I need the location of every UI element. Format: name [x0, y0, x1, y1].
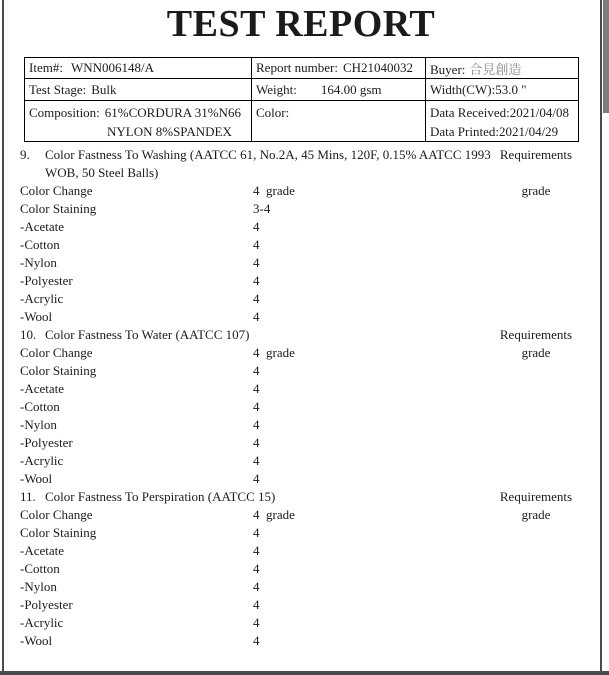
result-row	[0, 290, 609, 308]
buyer-value: 合見創造	[469, 61, 522, 77]
result-requirement: grade	[521, 507, 551, 522]
header-row-1	[25, 58, 579, 79]
result-label: -Nylon	[20, 417, 57, 432]
result-row	[0, 434, 609, 452]
composition-label: Composition:	[29, 105, 100, 120]
result-row	[0, 632, 609, 650]
result-value: 4	[253, 399, 260, 414]
result-label: -Polyester	[20, 273, 73, 288]
result-value: 4	[253, 471, 260, 486]
section-title: Color Fastness To Washing (AATCC 61, No.2A, 45 Mins, 120F, 0.15% AATCC 1993 WOB, 50 Steel Balls)	[45, 147, 491, 180]
dates-cell	[426, 101, 579, 142]
result-row	[0, 218, 609, 236]
result-label: Color Change	[20, 507, 93, 522]
result-row	[0, 506, 609, 524]
result-label: Color Change	[20, 345, 93, 360]
section-number: 10.	[20, 327, 37, 342]
result-value: 4	[253, 291, 260, 306]
result-requirement: grade	[521, 183, 551, 198]
result-row	[0, 416, 609, 434]
item-value: WNN006148/A	[70, 60, 154, 75]
result-row	[0, 362, 609, 380]
result-value: 3-4	[253, 201, 271, 216]
result-value: 4	[253, 597, 260, 612]
result-value: 4	[253, 633, 260, 648]
section-number: 11.	[20, 489, 36, 504]
test-section	[0, 488, 609, 650]
result-value: 4 grade	[253, 183, 295, 198]
result-value: 4 grade	[253, 345, 295, 360]
composition-line1	[29, 103, 251, 122]
header-row-2	[25, 79, 579, 101]
result-label: -Cotton	[20, 561, 60, 576]
result-row	[0, 272, 609, 290]
test-stage-label: Test Stage:	[29, 81, 87, 97]
result-value: 4	[253, 417, 260, 432]
header-row-3	[25, 101, 579, 142]
result-value: 4	[253, 579, 260, 594]
result-value: 4	[253, 615, 260, 630]
section-requirements-label: Requirements	[499, 147, 573, 162]
section-title: Color Fastness To Perspiration (AATCC 15)	[45, 489, 276, 504]
color-label: Color:	[256, 105, 290, 120]
section-title: Color Fastness To Water (AATCC 107)	[45, 327, 250, 342]
composition-value-line2: NYLON 8%SPANDEX	[107, 124, 232, 139]
composition-value-line1: 61%CORDURA 31%N66	[104, 105, 241, 120]
result-value: 4	[253, 525, 260, 540]
data-printed: Data Printed:2021/04/29	[430, 124, 559, 139]
result-row	[0, 524, 609, 542]
section-rows	[0, 506, 609, 650]
section-requirements-label: Requirements	[499, 489, 573, 504]
result-label: -Polyester	[20, 597, 73, 612]
result-row	[0, 380, 609, 398]
composition-cell	[25, 101, 252, 142]
result-row	[0, 308, 609, 326]
color-cell	[252, 101, 426, 142]
test-section	[0, 146, 609, 326]
result-label: -Cotton	[20, 399, 60, 414]
result-row	[0, 254, 609, 272]
result-value: 4	[253, 363, 260, 378]
item-label: Item#:	[29, 60, 63, 75]
result-row	[0, 200, 609, 218]
result-value: 4 grade	[253, 507, 295, 522]
section-heading	[0, 488, 609, 506]
section-heading	[0, 326, 609, 344]
test-stage-cell	[25, 79, 252, 101]
result-row	[0, 182, 609, 200]
report-number-value: CH21040032	[342, 60, 414, 75]
weight-label: Weight:	[256, 81, 297, 97]
result-label: -Acetate	[20, 219, 65, 234]
section-number: 9.	[20, 147, 30, 162]
section-rows	[0, 344, 609, 488]
result-value: 4	[253, 561, 260, 576]
result-label: -Polyester	[20, 435, 73, 450]
section-heading	[0, 146, 609, 182]
result-row	[0, 542, 609, 560]
result-label: -Cotton	[20, 237, 60, 252]
buyer-label: Buyer:	[430, 61, 466, 77]
weight-value: 164.00 gsm	[320, 81, 382, 97]
result-row	[0, 560, 609, 578]
result-label: Color Change	[20, 183, 93, 198]
result-row	[0, 398, 609, 416]
section-rows	[0, 182, 609, 326]
buyer-cell	[426, 58, 579, 79]
result-requirement: grade	[521, 345, 551, 360]
result-label: -Acetate	[20, 543, 65, 558]
result-value: 4	[253, 237, 260, 252]
result-row	[0, 452, 609, 470]
result-label: -Nylon	[20, 255, 57, 270]
result-label: -Wool	[20, 633, 53, 648]
report-header-table	[24, 57, 579, 142]
result-row	[0, 344, 609, 362]
result-value: 4	[253, 543, 260, 558]
result-label: -Acetate	[20, 381, 65, 396]
result-label: -Acrylic	[20, 615, 64, 630]
page-corner-shadow	[603, 0, 609, 113]
result-row	[0, 470, 609, 488]
result-label: -Acrylic	[20, 453, 64, 468]
report-number-label: Report number:	[256, 60, 338, 75]
result-row	[0, 596, 609, 614]
result-label: Color Staining	[20, 525, 97, 540]
result-label: -Nylon	[20, 579, 57, 594]
result-value: 4	[253, 219, 260, 234]
result-value: 4	[253, 255, 260, 270]
weight-cell	[252, 79, 426, 101]
result-value: 4	[253, 309, 260, 324]
result-value: 4	[253, 273, 260, 288]
result-label: Color Staining	[20, 363, 97, 378]
data-received: Data Received:2021/04/08	[430, 105, 569, 120]
result-label: -Acrylic	[20, 291, 64, 306]
result-value: 4	[253, 453, 260, 468]
section-requirements-label: Requirements	[499, 327, 573, 342]
page-border-bottom	[0, 671, 609, 675]
result-label: -Wool	[20, 309, 53, 324]
result-row	[0, 578, 609, 596]
width-value: 53.0 "	[495, 81, 527, 97]
width-label: Width(CW):	[430, 81, 496, 97]
test-section	[0, 326, 609, 488]
report-number-cell	[252, 58, 426, 79]
report-title: TEST REPORT	[166, 3, 436, 45]
item-cell	[25, 58, 252, 79]
result-row	[0, 236, 609, 254]
result-value: 4	[253, 381, 260, 396]
result-value: 4	[253, 435, 260, 450]
result-label: Color Staining	[20, 201, 97, 216]
test-stage-value: Bulk	[91, 81, 117, 97]
width-cell	[426, 79, 579, 101]
sections	[0, 146, 609, 650]
result-label: -Wool	[20, 471, 53, 486]
result-row	[0, 614, 609, 632]
